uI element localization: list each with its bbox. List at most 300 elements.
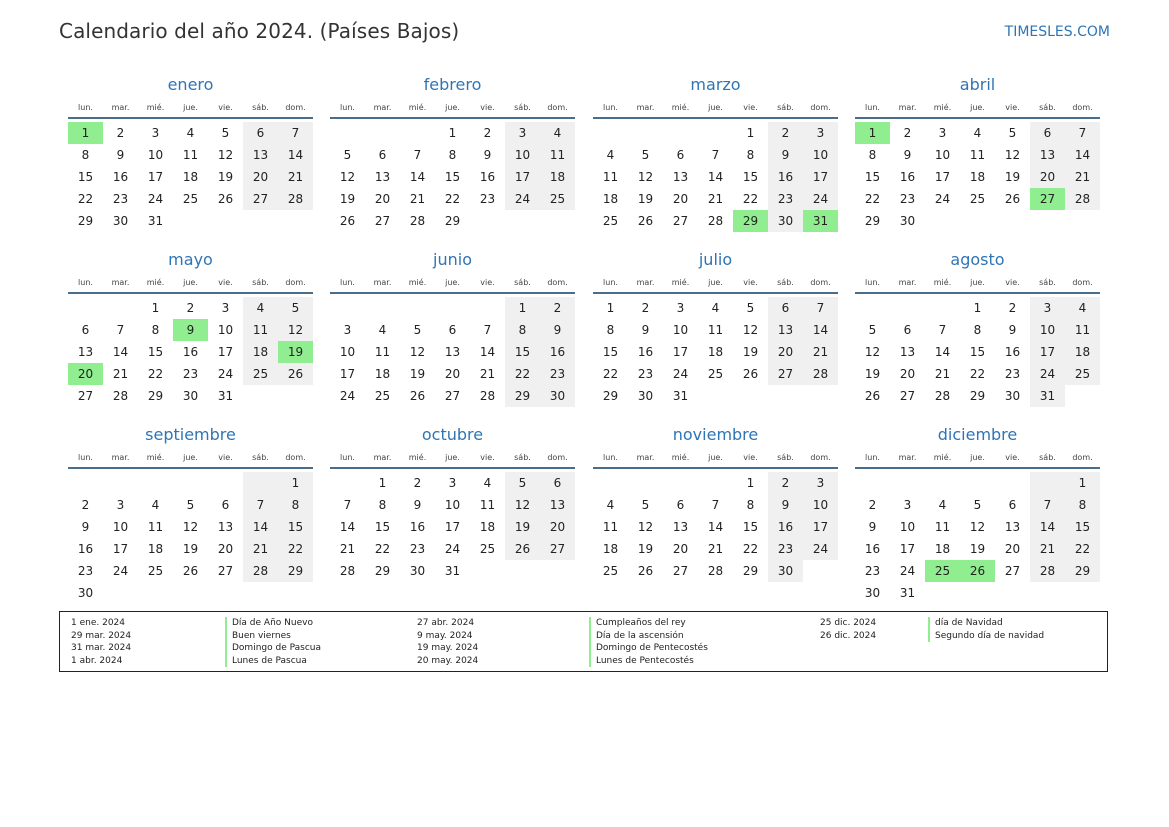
day-cell[interactable]: 27: [217, 564, 234, 578]
day-cell[interactable]: 4: [606, 148, 615, 162]
day-cell[interactable]: 13: [672, 170, 689, 184]
day-cell[interactable]: 21: [278, 166, 313, 188]
day-cell[interactable]: 26: [742, 367, 759, 381]
day-cell[interactable]: 23: [899, 192, 916, 206]
day-cell[interactable]: 10: [112, 520, 129, 534]
day-cell[interactable]: 2: [1008, 301, 1017, 315]
day-cell[interactable]: 5: [746, 301, 755, 315]
day-cell[interactable]: 12: [339, 170, 356, 184]
day-cell[interactable]: 12: [182, 520, 199, 534]
day-cell[interactable]: 30: [112, 214, 129, 228]
day-cell[interactable]: 3: [151, 126, 160, 140]
day-cell[interactable]: 16: [540, 341, 575, 363]
day-cell[interactable]: 27: [540, 538, 575, 560]
day-cell[interactable]: 16: [112, 170, 129, 184]
day-cell[interactable]: 15: [374, 520, 391, 534]
day-cell[interactable]: 3: [1030, 297, 1065, 319]
day-cell[interactable]: 27: [1004, 564, 1021, 578]
day-cell[interactable]: 1: [68, 122, 103, 144]
day-cell[interactable]: 20: [444, 367, 461, 381]
day-cell[interactable]: 12: [864, 345, 881, 359]
day-cell[interactable]: 19: [742, 345, 759, 359]
day-cell[interactable]: 22: [602, 367, 619, 381]
day-cell[interactable]: 2: [768, 472, 803, 494]
day-cell[interactable]: 5: [278, 297, 313, 319]
day-cell[interactable]: 9: [641, 323, 650, 337]
day-cell[interactable]: 12: [217, 148, 234, 162]
day-cell[interactable]: 30: [1004, 389, 1021, 403]
day-cell[interactable]: 13: [1030, 144, 1065, 166]
day-cell[interactable]: 1: [973, 301, 982, 315]
day-cell[interactable]: 12: [742, 323, 759, 337]
day-cell[interactable]: 3: [938, 126, 947, 140]
day-cell[interactable]: 11: [147, 520, 164, 534]
day-cell[interactable]: 31: [147, 214, 164, 228]
day-cell[interactable]: 28: [479, 389, 496, 403]
day-cell[interactable]: 9: [768, 144, 803, 166]
day-cell[interactable]: 31: [444, 564, 461, 578]
day-cell[interactable]: 13: [1004, 520, 1021, 534]
day-cell[interactable]: 1: [448, 126, 457, 140]
day-cell[interactable]: 14: [707, 520, 724, 534]
day-cell[interactable]: 8: [448, 148, 457, 162]
day-cell[interactable]: 14: [1030, 516, 1065, 538]
day-cell[interactable]: 28: [934, 389, 951, 403]
day-cell[interactable]: 5: [413, 323, 422, 337]
day-cell[interactable]: 8: [746, 148, 755, 162]
day-cell[interactable]: 10: [505, 144, 540, 166]
day-cell[interactable]: 29: [969, 389, 986, 403]
day-cell[interactable]: 2: [868, 498, 877, 512]
day-cell[interactable]: 5: [1008, 126, 1017, 140]
day-cell[interactable]: 25: [1065, 363, 1100, 385]
day-cell[interactable]: 5: [641, 148, 650, 162]
day-cell[interactable]: 29: [374, 564, 391, 578]
day-cell[interactable]: 17: [934, 170, 951, 184]
day-cell[interactable]: 6: [1008, 498, 1017, 512]
day-cell[interactable]: 6: [676, 498, 685, 512]
day-cell[interactable]: 29: [278, 560, 313, 582]
day-cell[interactable]: 26: [409, 389, 426, 403]
day-cell[interactable]: 9: [413, 498, 422, 512]
day-cell[interactable]: 17: [339, 367, 356, 381]
day-cell[interactable]: 4: [938, 498, 947, 512]
day-cell[interactable]: 21: [934, 367, 951, 381]
day-cell[interactable]: 25: [540, 188, 575, 210]
day-cell[interactable]: 22: [742, 542, 759, 556]
day-cell[interactable]: 23: [540, 363, 575, 385]
day-cell[interactable]: 26: [1004, 192, 1021, 206]
day-cell[interactable]: 14: [339, 520, 356, 534]
day-cell[interactable]: 1: [746, 476, 755, 490]
day-cell[interactable]: 17: [217, 345, 234, 359]
day-cell[interactable]: 14: [112, 345, 129, 359]
day-cell[interactable]: 26: [960, 560, 995, 582]
day-cell[interactable]: 25: [243, 363, 278, 385]
day-cell[interactable]: 15: [742, 170, 759, 184]
day-cell[interactable]: 28: [803, 363, 838, 385]
day-cell[interactable]: 15: [969, 345, 986, 359]
day-cell[interactable]: 31: [217, 389, 234, 403]
day-cell[interactable]: 25: [479, 542, 496, 556]
day-cell[interactable]: 10: [1030, 319, 1065, 341]
day-cell[interactable]: 13: [374, 170, 391, 184]
day-cell[interactable]: 8: [1065, 494, 1100, 516]
day-cell[interactable]: 17: [147, 170, 164, 184]
day-cell[interactable]: 6: [903, 323, 912, 337]
day-cell[interactable]: 1: [746, 126, 755, 140]
day-cell[interactable]: 1: [151, 301, 160, 315]
day-cell[interactable]: 2: [413, 476, 422, 490]
day-cell[interactable]: 3: [903, 498, 912, 512]
day-cell[interactable]: 18: [707, 345, 724, 359]
day-cell[interactable]: 4: [186, 126, 195, 140]
day-cell[interactable]: 2: [903, 126, 912, 140]
day-cell[interactable]: 26: [637, 214, 654, 228]
day-cell[interactable]: 10: [147, 148, 164, 162]
day-cell[interactable]: 29: [77, 214, 94, 228]
day-cell[interactable]: 18: [243, 341, 278, 363]
day-cell[interactable]: 31: [899, 586, 916, 600]
day-cell[interactable]: 13: [768, 319, 803, 341]
day-cell[interactable]: 25: [925, 560, 960, 582]
day-cell[interactable]: 20: [540, 516, 575, 538]
day-cell[interactable]: 24: [1030, 363, 1065, 385]
day-cell[interactable]: 11: [540, 144, 575, 166]
day-cell[interactable]: 12: [637, 520, 654, 534]
day-cell[interactable]: 13: [217, 520, 234, 534]
day-cell[interactable]: 15: [1065, 516, 1100, 538]
day-cell[interactable]: 15: [77, 170, 94, 184]
day-cell[interactable]: 6: [243, 122, 278, 144]
day-cell[interactable]: 14: [934, 345, 951, 359]
day-cell[interactable]: 20: [1004, 542, 1021, 556]
day-cell[interactable]: 3: [803, 472, 838, 494]
day-cell[interactable]: 29: [1065, 560, 1100, 582]
day-cell[interactable]: 28: [243, 560, 278, 582]
day-cell[interactable]: 3: [505, 122, 540, 144]
day-cell[interactable]: 25: [147, 564, 164, 578]
day-cell[interactable]: 19: [505, 516, 540, 538]
day-cell[interactable]: 23: [182, 367, 199, 381]
day-cell[interactable]: 18: [540, 166, 575, 188]
day-cell[interactable]: 4: [151, 498, 160, 512]
day-cell[interactable]: 18: [602, 542, 619, 556]
day-cell[interactable]: 27: [243, 188, 278, 210]
day-cell[interactable]: 15: [147, 345, 164, 359]
day-cell[interactable]: 13: [444, 345, 461, 359]
day-cell[interactable]: 27: [374, 214, 391, 228]
day-cell[interactable]: 28: [707, 214, 724, 228]
day-cell[interactable]: 29: [147, 389, 164, 403]
day-cell[interactable]: 10: [444, 498, 461, 512]
day-cell[interactable]: 8: [378, 498, 387, 512]
day-cell[interactable]: 9: [868, 520, 877, 534]
day-cell[interactable]: 28: [409, 214, 426, 228]
day-cell[interactable]: 12: [637, 170, 654, 184]
day-cell[interactable]: 15: [602, 345, 619, 359]
day-cell[interactable]: 4: [540, 122, 575, 144]
day-cell[interactable]: 10: [339, 345, 356, 359]
day-cell[interactable]: 22: [278, 538, 313, 560]
day-cell[interactable]: 3: [221, 301, 230, 315]
day-cell[interactable]: 16: [182, 345, 199, 359]
day-cell[interactable]: 30: [409, 564, 426, 578]
day-cell[interactable]: 18: [602, 192, 619, 206]
day-cell[interactable]: 13: [243, 144, 278, 166]
day-cell[interactable]: 9: [483, 148, 492, 162]
day-cell[interactable]: 28: [112, 389, 129, 403]
day-cell[interactable]: 28: [278, 188, 313, 210]
day-cell[interactable]: 1: [278, 472, 313, 494]
day-cell[interactable]: 5: [868, 323, 877, 337]
day-cell[interactable]: 4: [711, 301, 720, 315]
day-cell[interactable]: 3: [448, 476, 457, 490]
day-cell[interactable]: 9: [768, 494, 803, 516]
day-cell[interactable]: 1: [1065, 472, 1100, 494]
day-cell[interactable]: 10: [934, 148, 951, 162]
day-cell[interactable]: 6: [448, 323, 457, 337]
day-cell[interactable]: 16: [768, 166, 803, 188]
day-cell[interactable]: 2: [768, 122, 803, 144]
day-cell[interactable]: 12: [969, 520, 986, 534]
day-cell[interactable]: 4: [243, 297, 278, 319]
day-cell[interactable]: 11: [602, 520, 619, 534]
day-cell[interactable]: 7: [343, 498, 352, 512]
day-cell[interactable]: 19: [637, 192, 654, 206]
day-cell[interactable]: 18: [934, 542, 951, 556]
day-cell[interactable]: 1: [505, 297, 540, 319]
day-cell[interactable]: 31: [803, 210, 838, 232]
day-cell[interactable]: 9: [81, 520, 90, 534]
day-cell[interactable]: 21: [1030, 538, 1065, 560]
day-cell[interactable]: 4: [973, 126, 982, 140]
day-cell[interactable]: 31: [1030, 385, 1065, 407]
day-cell[interactable]: 29: [733, 210, 768, 232]
day-cell[interactable]: 19: [182, 542, 199, 556]
day-cell[interactable]: 27: [768, 363, 803, 385]
day-cell[interactable]: 14: [803, 319, 838, 341]
day-cell[interactable]: 21: [112, 367, 129, 381]
day-cell[interactable]: 20: [68, 363, 103, 385]
day-cell[interactable]: 24: [339, 389, 356, 403]
day-cell[interactable]: 2: [483, 126, 492, 140]
day-cell[interactable]: 7: [1030, 494, 1065, 516]
day-cell[interactable]: 5: [641, 498, 650, 512]
day-cell[interactable]: 18: [969, 170, 986, 184]
day-cell[interactable]: 11: [969, 148, 986, 162]
day-cell[interactable]: 7: [711, 498, 720, 512]
day-cell[interactable]: 10: [672, 323, 689, 337]
day-cell[interactable]: 18: [374, 367, 391, 381]
day-cell[interactable]: 22: [1065, 538, 1100, 560]
day-cell[interactable]: 3: [116, 498, 125, 512]
day-cell[interactable]: 19: [409, 367, 426, 381]
day-cell[interactable]: 17: [899, 542, 916, 556]
day-cell[interactable]: 21: [409, 192, 426, 206]
day-cell[interactable]: 7: [711, 148, 720, 162]
day-cell[interactable]: 8: [278, 494, 313, 516]
day-cell[interactable]: 16: [899, 170, 916, 184]
day-cell[interactable]: 30: [77, 586, 94, 600]
day-cell[interactable]: 26: [217, 192, 234, 206]
day-cell[interactable]: 22: [742, 192, 759, 206]
day-cell[interactable]: 30: [768, 210, 803, 232]
day-cell[interactable]: 30: [899, 214, 916, 228]
day-cell[interactable]: 11: [707, 323, 724, 337]
day-cell[interactable]: 7: [116, 323, 125, 337]
day-cell[interactable]: 22: [864, 192, 881, 206]
day-cell[interactable]: 27: [77, 389, 94, 403]
day-cell[interactable]: 23: [864, 564, 881, 578]
day-cell[interactable]: 5: [505, 472, 540, 494]
day-cell[interactable]: 1: [855, 122, 890, 144]
day-cell[interactable]: 26: [182, 564, 199, 578]
day-cell[interactable]: 18: [1065, 341, 1100, 363]
day-cell[interactable]: 12: [505, 494, 540, 516]
day-cell[interactable]: 17: [1030, 341, 1065, 363]
day-cell[interactable]: 31: [672, 389, 689, 403]
day-cell[interactable]: 19: [278, 341, 313, 363]
day-cell[interactable]: 8: [606, 323, 615, 337]
day-cell[interactable]: 14: [243, 516, 278, 538]
day-cell[interactable]: 24: [505, 188, 540, 210]
day-cell[interactable]: 26: [505, 538, 540, 560]
day-cell[interactable]: 2: [186, 301, 195, 315]
day-cell[interactable]: 16: [1004, 345, 1021, 359]
day-cell[interactable]: 17: [112, 542, 129, 556]
day-cell[interactable]: 14: [479, 345, 496, 359]
day-cell[interactable]: 23: [479, 192, 496, 206]
day-cell[interactable]: 27: [1030, 188, 1065, 210]
day-cell[interactable]: 17: [505, 166, 540, 188]
day-cell[interactable]: 16: [409, 520, 426, 534]
day-cell[interactable]: 27: [672, 564, 689, 578]
day-cell[interactable]: 11: [479, 498, 496, 512]
day-cell[interactable]: 12: [409, 345, 426, 359]
day-cell[interactable]: 11: [182, 148, 199, 162]
day-cell[interactable]: 2: [81, 498, 90, 512]
day-cell[interactable]: 20: [217, 542, 234, 556]
day-cell[interactable]: 9: [540, 319, 575, 341]
day-cell[interactable]: 8: [868, 148, 877, 162]
day-cell[interactable]: 9: [116, 148, 125, 162]
day-cell[interactable]: 24: [672, 367, 689, 381]
day-cell[interactable]: 27: [672, 214, 689, 228]
day-cell[interactable]: 7: [278, 122, 313, 144]
day-cell[interactable]: 30: [864, 586, 881, 600]
day-cell[interactable]: 6: [221, 498, 230, 512]
day-cell[interactable]: 26: [637, 564, 654, 578]
day-cell[interactable]: 2: [116, 126, 125, 140]
day-cell[interactable]: 13: [540, 494, 575, 516]
day-cell[interactable]: 5: [186, 498, 195, 512]
day-cell[interactable]: 21: [339, 542, 356, 556]
day-cell[interactable]: 8: [151, 323, 160, 337]
day-cell[interactable]: 12: [278, 319, 313, 341]
day-cell[interactable]: 20: [672, 542, 689, 556]
day-cell[interactable]: 15: [864, 170, 881, 184]
day-cell[interactable]: 13: [899, 345, 916, 359]
day-cell[interactable]: 21: [243, 538, 278, 560]
day-cell[interactable]: 30: [540, 385, 575, 407]
day-cell[interactable]: 4: [378, 323, 387, 337]
site-link[interactable]: TIMESLES.COM: [1004, 24, 1110, 40]
day-cell[interactable]: 6: [540, 472, 575, 494]
day-cell[interactable]: 29: [444, 214, 461, 228]
day-cell[interactable]: 10: [803, 494, 838, 516]
day-cell[interactable]: 24: [803, 538, 838, 560]
day-cell[interactable]: 21: [1065, 166, 1100, 188]
day-cell[interactable]: 13: [672, 520, 689, 534]
day-cell[interactable]: 11: [243, 319, 278, 341]
day-cell[interactable]: 23: [409, 542, 426, 556]
day-cell[interactable]: 4: [606, 498, 615, 512]
day-cell[interactable]: 24: [147, 192, 164, 206]
day-cell[interactable]: 20: [768, 341, 803, 363]
day-cell[interactable]: 29: [602, 389, 619, 403]
day-cell[interactable]: 10: [217, 323, 234, 337]
day-cell[interactable]: 19: [339, 192, 356, 206]
day-cell[interactable]: 23: [768, 188, 803, 210]
day-cell[interactable]: 8: [505, 319, 540, 341]
day-cell[interactable]: 20: [899, 367, 916, 381]
day-cell[interactable]: 21: [479, 367, 496, 381]
day-cell[interactable]: 30: [182, 389, 199, 403]
day-cell[interactable]: 7: [803, 297, 838, 319]
day-cell[interactable]: 11: [1065, 319, 1100, 341]
day-cell[interactable]: 17: [803, 516, 838, 538]
day-cell[interactable]: 25: [602, 214, 619, 228]
day-cell[interactable]: 21: [707, 542, 724, 556]
day-cell[interactable]: 19: [637, 542, 654, 556]
day-cell[interactable]: 16: [479, 170, 496, 184]
day-cell[interactable]: 7: [483, 323, 492, 337]
day-cell[interactable]: 6: [1030, 122, 1065, 144]
day-cell[interactable]: 23: [768, 538, 803, 560]
day-cell[interactable]: 30: [768, 560, 803, 582]
day-cell[interactable]: 25: [969, 192, 986, 206]
day-cell[interactable]: 9: [173, 319, 208, 341]
day-cell[interactable]: 26: [339, 214, 356, 228]
day-cell[interactable]: 17: [803, 166, 838, 188]
day-cell[interactable]: 6: [81, 323, 90, 337]
day-cell[interactable]: 2: [641, 301, 650, 315]
day-cell[interactable]: 15: [505, 341, 540, 363]
day-cell[interactable]: 20: [374, 192, 391, 206]
day-cell[interactable]: 16: [864, 542, 881, 556]
day-cell[interactable]: 6: [676, 148, 685, 162]
day-cell[interactable]: 14: [707, 170, 724, 184]
day-cell[interactable]: 18: [479, 520, 496, 534]
day-cell[interactable]: 17: [444, 520, 461, 534]
day-cell[interactable]: 29: [864, 214, 881, 228]
day-cell[interactable]: 7: [938, 323, 947, 337]
day-cell[interactable]: 1: [378, 476, 387, 490]
day-cell[interactable]: 29: [742, 564, 759, 578]
day-cell[interactable]: 2: [540, 297, 575, 319]
day-cell[interactable]: 8: [973, 323, 982, 337]
day-cell[interactable]: 11: [374, 345, 391, 359]
day-cell[interactable]: 15: [278, 516, 313, 538]
day-cell[interactable]: 5: [973, 498, 982, 512]
day-cell[interactable]: 5: [343, 148, 352, 162]
day-cell[interactable]: 23: [637, 367, 654, 381]
day-cell[interactable]: 16: [637, 345, 654, 359]
day-cell[interactable]: 18: [147, 542, 164, 556]
day-cell[interactable]: 20: [672, 192, 689, 206]
day-cell[interactable]: 24: [934, 192, 951, 206]
